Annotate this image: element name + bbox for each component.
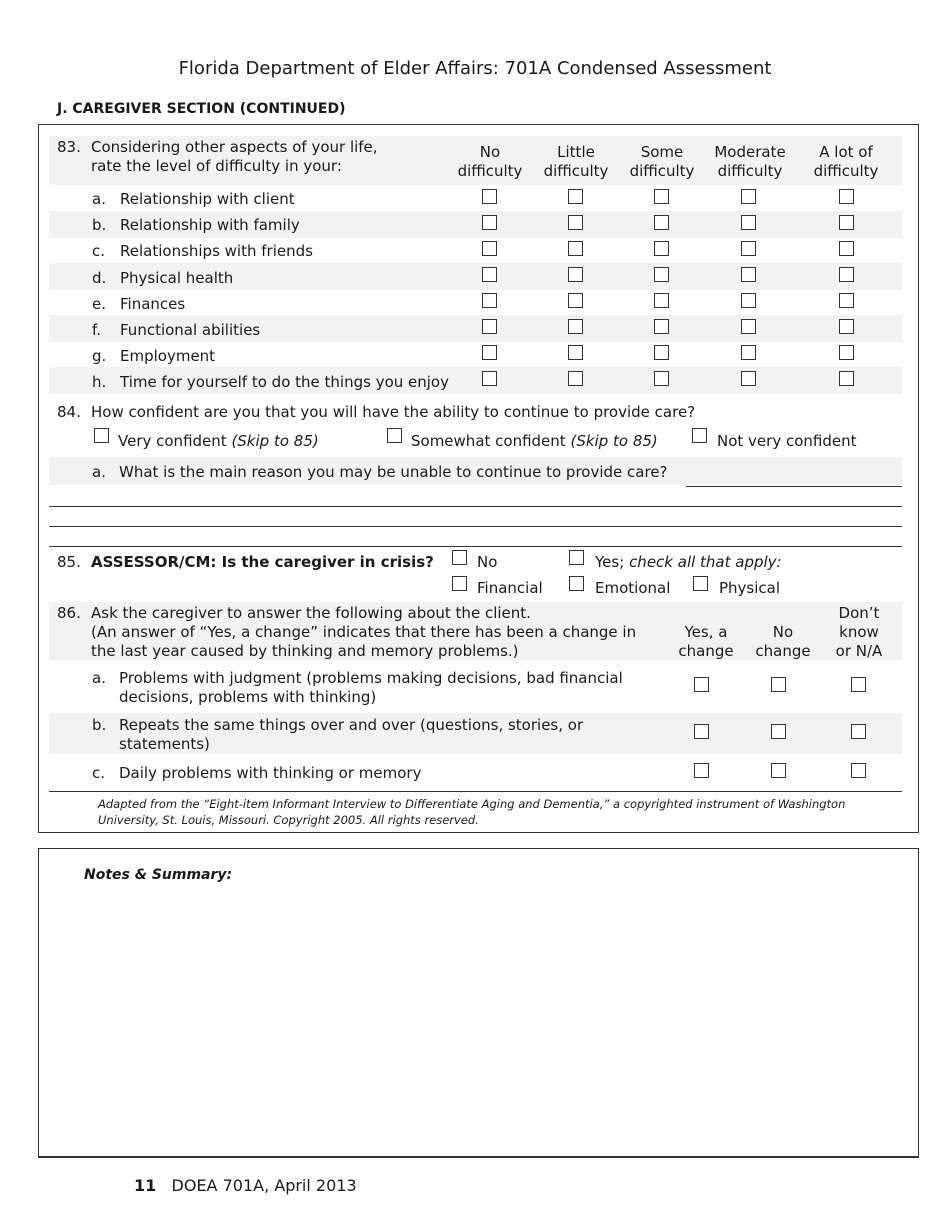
checkbox-a-lot-of-difficulty[interactable] xyxy=(839,215,854,230)
checkbox-no-change[interactable] xyxy=(771,724,786,739)
checkbox-moderate-difficulty[interactable] xyxy=(741,371,756,386)
col-line2: difficulty xyxy=(543,162,609,180)
q83-col-little-difficulty xyxy=(536,143,616,181)
row-label-line2: statements) xyxy=(119,735,210,753)
q86-col-dont-know xyxy=(819,604,899,661)
checkbox-moderate-difficulty[interactable] xyxy=(741,267,756,282)
page-title: Florida Department of Elder Affairs: 701A Condensed Assessment xyxy=(178,58,772,79)
row-letter: h. xyxy=(92,373,107,391)
checkbox-emotional[interactable] xyxy=(569,576,584,591)
col-line3: change xyxy=(755,642,811,660)
checkbox-some-difficulty[interactable] xyxy=(654,293,669,308)
col-line2: difficulty xyxy=(717,162,783,180)
row-label: Relationships with friends xyxy=(120,242,313,260)
checkbox-no-difficulty[interactable] xyxy=(482,215,497,230)
checkbox-no-difficulty[interactable] xyxy=(482,189,497,204)
notes-frame[interactable] xyxy=(38,848,919,1158)
q83-col-some-difficulty xyxy=(622,143,702,181)
row-label: Time for yourself to do the things you enjoy xyxy=(120,373,449,391)
attribution-text: Adapted from the “Eight-item Informant Interview to Differentiate Aging and Dementia,” a copyrighted instrument of Washington University, St. Louis, Missouri. Copyright 2005. All rights reserved. xyxy=(98,797,846,827)
q85-option-physical: Physical xyxy=(719,579,781,597)
checkbox-little-difficulty[interactable] xyxy=(568,215,583,230)
skip-note: (Skip to 85) xyxy=(570,432,658,450)
col-line1: A lot of xyxy=(819,143,873,161)
checkbox-some-difficulty[interactable] xyxy=(654,319,669,334)
row-label-line1: Repeats the same things over and over (questions, stories, or xyxy=(119,716,584,734)
checkbox-little-difficulty[interactable] xyxy=(568,319,583,334)
option-label: Somewhat confident xyxy=(411,432,566,450)
col-line3: change xyxy=(678,642,734,660)
row-letter: b. xyxy=(92,216,107,234)
row-label: Relationship with family xyxy=(120,216,300,234)
q83-col-no-difficulty xyxy=(450,143,530,181)
section-divider xyxy=(49,546,902,547)
checkbox-a-lot-of-difficulty[interactable] xyxy=(839,319,854,334)
checkbox-moderate-difficulty[interactable] xyxy=(741,319,756,334)
checkbox-some-difficulty[interactable] xyxy=(654,189,669,204)
row-label-line1: Daily problems with thinking or memory xyxy=(119,764,422,782)
checkbox-little-difficulty[interactable] xyxy=(568,267,583,282)
row-label: Functional abilities xyxy=(120,321,261,339)
q86-line3: the last year caused by thinking and memory problems.) xyxy=(91,642,519,660)
checkbox-very-confident[interactable] xyxy=(94,428,109,443)
checkbox-some-difficulty[interactable] xyxy=(654,215,669,230)
q83-col-a-lot-of-difficulty xyxy=(806,143,886,181)
checkbox-yes-change[interactable] xyxy=(694,724,709,739)
col-line1: No xyxy=(479,143,501,161)
checkbox-no-difficulty[interactable] xyxy=(482,293,497,308)
checkbox-little-difficulty[interactable] xyxy=(568,293,583,308)
footer xyxy=(134,1176,357,1195)
q84a-text: What is the main reason you may be unable to continue to provide care? xyxy=(119,463,668,481)
checkbox-crisis-no[interactable] xyxy=(452,550,467,565)
q83-col-moderate-difficulty xyxy=(705,143,795,181)
col-line2: difficulty xyxy=(813,162,879,180)
attribution-divider xyxy=(49,791,902,792)
q86-line2: (An answer of “Yes, a change” indicates that there has been a change in xyxy=(91,623,637,641)
checkbox-yes-change[interactable] xyxy=(694,763,709,778)
checkbox-a-lot-of-difficulty[interactable] xyxy=(839,267,854,282)
q84a-answer-line-3[interactable] xyxy=(49,526,902,527)
checkbox-no-change[interactable] xyxy=(771,677,786,692)
q84a-answer-line[interactable] xyxy=(686,486,902,487)
checkbox-yes-change[interactable] xyxy=(694,677,709,692)
q86-number: 86. xyxy=(57,604,81,622)
q86-col-yes-change xyxy=(666,623,746,661)
q85-option-yes xyxy=(595,553,782,572)
row-letter: f. xyxy=(92,321,101,339)
col-line2: difficulty xyxy=(457,162,523,180)
checkbox-crisis-yes[interactable] xyxy=(569,550,584,565)
col-line2: No xyxy=(772,623,794,641)
checkbox-moderate-difficulty[interactable] xyxy=(741,241,756,256)
checkbox-moderate-difficulty[interactable] xyxy=(741,189,756,204)
checkbox-no-difficulty[interactable] xyxy=(482,371,497,386)
checkbox-no-difficulty[interactable] xyxy=(482,345,497,360)
checkbox-a-lot-of-difficulty[interactable] xyxy=(839,293,854,308)
row-letter: e. xyxy=(92,295,106,313)
section-title: J. CAREGIVER SECTION (CONTINUED) xyxy=(57,101,346,117)
q84-number: 84. xyxy=(57,403,81,421)
checkbox-no-difficulty[interactable] xyxy=(482,241,497,256)
q84-text: How confident are you that you will have the ability to continue to provide care? xyxy=(91,403,696,421)
checkbox-some-difficulty[interactable] xyxy=(654,345,669,360)
col-line3: or N/A xyxy=(835,642,883,660)
row-letter: b. xyxy=(92,716,107,734)
page-number: 11 xyxy=(134,1176,157,1195)
checkbox-financial[interactable] xyxy=(452,576,467,591)
checkbox-little-difficulty[interactable] xyxy=(568,371,583,386)
row-label-line1: Problems with judgment (problems making decisions, bad financial xyxy=(119,669,623,687)
row-letter: a. xyxy=(92,190,106,208)
row-letter: a. xyxy=(92,669,106,687)
row-label-line2: decisions, problems with thinking) xyxy=(119,688,377,706)
checkbox-some-difficulty[interactable] xyxy=(654,371,669,386)
checkbox-a-lot-of-difficulty[interactable] xyxy=(839,189,854,204)
row-letter: c. xyxy=(92,242,106,260)
checkbox-no-difficulty[interactable] xyxy=(482,319,497,334)
option-label: Very confident xyxy=(118,432,227,450)
q85-option-financial: Financial xyxy=(477,579,543,597)
q86-line1: Ask the caregiver to answer the following about the client. xyxy=(91,604,531,622)
col-line1: Don’t xyxy=(838,604,880,622)
notes-label: Notes & Summary: xyxy=(84,867,233,883)
q86-col-no-change xyxy=(743,623,823,661)
checkbox-dont-know[interactable] xyxy=(851,763,866,778)
col-line2: Yes, a xyxy=(684,623,728,641)
q83-number: 83. xyxy=(57,138,81,156)
checkbox-no-difficulty[interactable] xyxy=(482,267,497,282)
yes-note: check all that apply: xyxy=(629,553,782,571)
q84-option-very-confident xyxy=(118,432,319,451)
checkbox-moderate-difficulty[interactable] xyxy=(741,293,756,308)
row-letter: g. xyxy=(92,347,107,365)
q85-option-no: No xyxy=(477,553,498,571)
q84-option-not-very-confident: Not very confident xyxy=(717,432,857,450)
col-line2: difficulty xyxy=(629,162,695,180)
checkbox-somewhat-confident[interactable] xyxy=(387,428,402,443)
row-label: Physical health xyxy=(120,269,234,287)
checkbox-some-difficulty[interactable] xyxy=(654,267,669,282)
row-label: Relationship with client xyxy=(120,190,295,208)
checkbox-dont-know[interactable] xyxy=(851,724,866,739)
checkbox-a-lot-of-difficulty[interactable] xyxy=(839,345,854,360)
col-line1: Moderate xyxy=(714,143,786,161)
col-line2: know xyxy=(839,623,879,641)
q85-option-emotional: Emotional xyxy=(595,579,671,597)
yes-label: Yes; xyxy=(595,553,625,571)
q85-number: 85. xyxy=(57,553,81,571)
row-label: Employment xyxy=(120,347,216,365)
col-line1: Little xyxy=(557,143,595,161)
checkbox-physical[interactable] xyxy=(693,576,708,591)
row-letter: d. xyxy=(92,269,107,287)
checkbox-little-difficulty[interactable] xyxy=(568,241,583,256)
row-letter: c. xyxy=(92,764,106,782)
q85-text: ASSESSOR/CM: Is the caregiver in crisis? xyxy=(91,553,434,571)
checkbox-little-difficulty[interactable] xyxy=(568,189,583,204)
checkbox-no-change[interactable] xyxy=(771,763,786,778)
skip-note: (Skip to 85) xyxy=(231,432,319,450)
checkbox-a-lot-of-difficulty[interactable] xyxy=(839,241,854,256)
q84-option-somewhat-confident xyxy=(411,432,658,451)
checkbox-dont-know[interactable] xyxy=(851,677,866,692)
q83-text-line1: Considering other aspects of your life, xyxy=(91,138,378,156)
checkbox-moderate-difficulty[interactable] xyxy=(741,345,756,360)
checkbox-not-very-confident[interactable] xyxy=(692,428,707,443)
row-label: Finances xyxy=(120,295,186,313)
q84a-answer-line-2[interactable] xyxy=(49,506,902,507)
checkbox-some-difficulty[interactable] xyxy=(654,241,669,256)
q83-text-line2: rate the level of difficulty in your: xyxy=(91,157,342,175)
checkbox-little-difficulty[interactable] xyxy=(568,345,583,360)
doc-id: DOEA 701A, April 2013 xyxy=(171,1176,357,1195)
q84a-letter: a. xyxy=(92,463,106,481)
checkbox-a-lot-of-difficulty[interactable] xyxy=(839,371,854,386)
col-line1: Some xyxy=(640,143,684,161)
checkbox-moderate-difficulty[interactable] xyxy=(741,215,756,230)
